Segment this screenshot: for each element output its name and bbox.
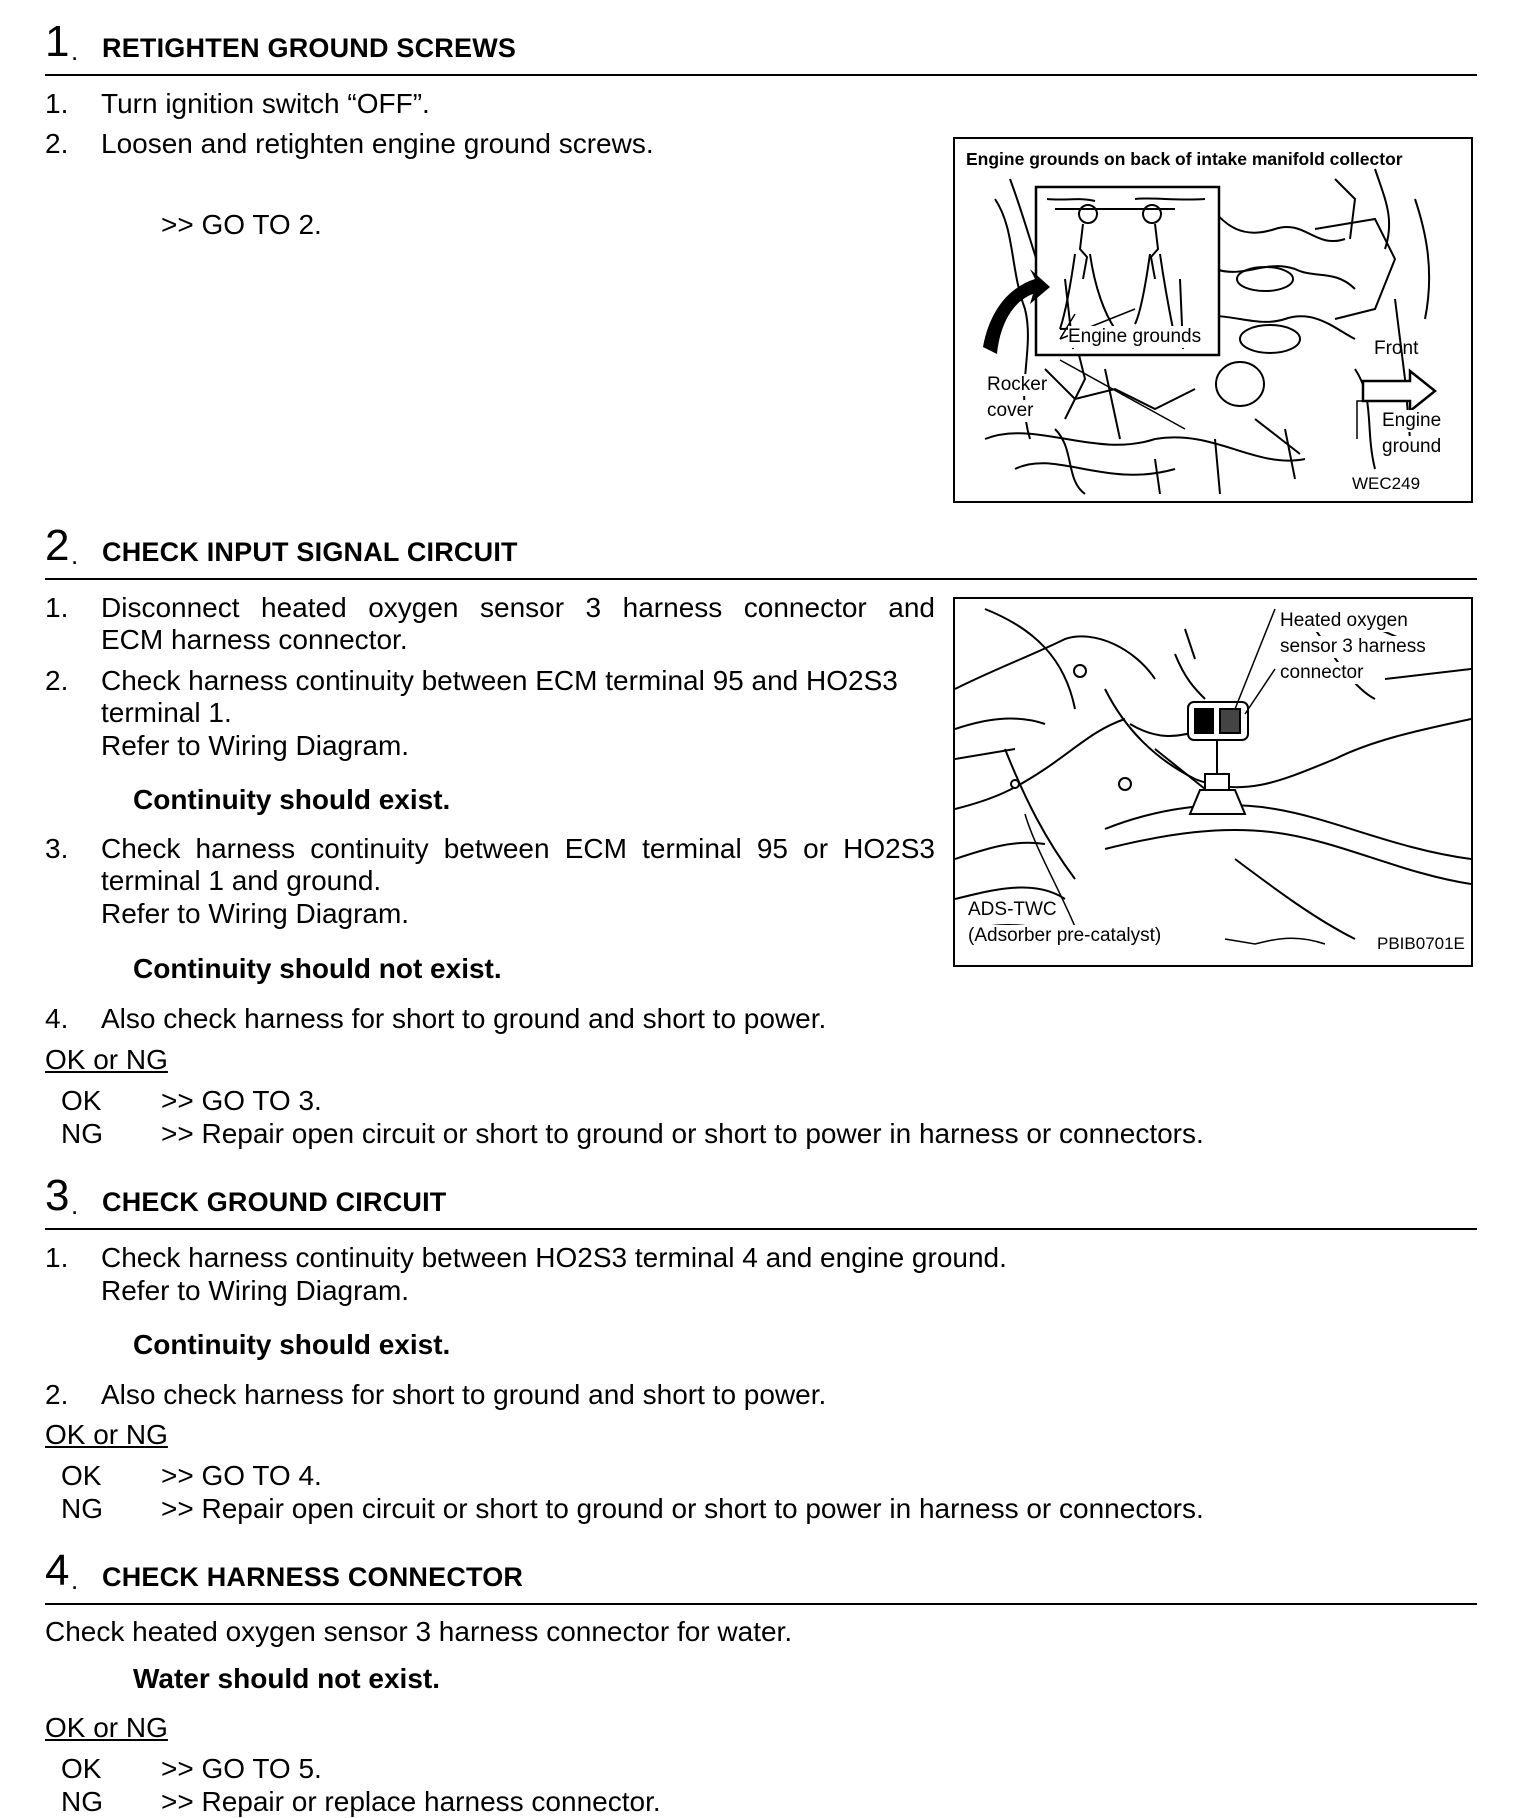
step-number: 1. (45, 88, 69, 119)
ok-or-ng-heading: OK or NG (45, 1712, 168, 1743)
section-dot: . (71, 36, 79, 66)
label-engine-grounds: Engine grounds (1068, 326, 1202, 347)
label-ground: ground (1382, 436, 1442, 457)
section-number: 3 (45, 1171, 70, 1220)
spec-text: Continuity should not exist. (133, 953, 502, 984)
section-number: 1 (45, 17, 70, 66)
step-text: terminal 1 and ground. (101, 865, 382, 896)
section-1-header (45, 17, 1477, 76)
section-title: RETIGHTEN GROUND SCREWS (102, 33, 517, 63)
section-dot: . (71, 1565, 79, 1595)
section-number: 4 (45, 1546, 70, 1595)
ok-label: OK (61, 1085, 102, 1116)
section-number: 2 (45, 521, 70, 570)
step-text: Check harness continuity between ECM terminal 95 and HO2S3 (101, 665, 898, 696)
step-text: Turn ignition switch “OFF”. (101, 88, 430, 119)
section-4-header (45, 1546, 1477, 1605)
ok-result: >> GO TO 5. (161, 1753, 322, 1784)
ok-label: OK (61, 1753, 102, 1784)
step-text: Check harness continuity between HO2S3 terminal 4 and engine ground. (101, 1242, 1007, 1273)
section-dot: . (71, 1190, 79, 1220)
ng-result: >> Repair open circuit or short to ground or short to power in harness or connectors. (161, 1493, 1204, 1524)
section-title: CHECK INPUT SIGNAL CIRCUIT (102, 537, 518, 567)
label-cover: cover (987, 400, 1034, 421)
label-rocker: Rocker (987, 374, 1048, 395)
spec-text: Continuity should exist. (133, 1329, 451, 1360)
ng-result: >> Repair open circuit or short to ground or short to power in harness or connectors. (161, 1118, 1204, 1149)
figure-engine-grounds (953, 137, 1473, 503)
step-number: 2. (45, 1379, 69, 1410)
step-text: Check harness continuity between ECM terminal 95 or HO2S3 (101, 833, 935, 864)
ok-or-ng-heading: OK or NG (45, 1419, 168, 1450)
step-number: 4. (45, 1003, 69, 1034)
step-number: 1. (45, 592, 69, 623)
section-dot: . (71, 540, 79, 570)
ok-result: >> GO TO 3. (161, 1085, 322, 1116)
section-title: CHECK HARNESS CONNECTOR (102, 1562, 524, 1592)
step-text: Refer to Wiring Diagram. (101, 730, 410, 761)
step-number: 3. (45, 833, 69, 864)
ng-label: NG (61, 1786, 103, 1817)
go-to-link: >> GO TO 2. (161, 209, 322, 240)
figure-title: Engine grounds on back of intake manifold collector (966, 149, 1403, 169)
step-text: terminal 1. (101, 697, 232, 728)
label-heated-oxygen: Heated oxygen (1280, 610, 1408, 631)
step-text: Refer to Wiring Diagram. (101, 898, 410, 929)
label-sensor-3-harness: sensor 3 harness (1280, 636, 1426, 657)
step-number: 1. (45, 1242, 69, 1273)
ng-label: NG (61, 1118, 103, 1149)
ok-or-ng-heading: OK or NG (45, 1044, 168, 1075)
figure-heated-oxygen-sensor (953, 597, 1473, 967)
step-number: 2. (45, 128, 69, 159)
ok-label: OK (61, 1460, 102, 1491)
step-text: Disconnect heated oxygen sensor 3 harness connector and (101, 592, 935, 623)
ok-result: >> GO TO 4. (161, 1460, 322, 1491)
step-text: Refer to Wiring Diagram. (101, 1275, 410, 1306)
label-front: Front (1374, 338, 1419, 359)
body-text: Check heated oxygen sensor 3 harness connector for water. (45, 1616, 793, 1647)
section-2-header (45, 521, 1477, 580)
section-3-header (45, 1171, 1477, 1230)
figure-code: WEC249 (1352, 474, 1421, 493)
section-title: CHECK GROUND CIRCUIT (102, 1187, 447, 1217)
ng-result: >> Repair or replace harness connector. (161, 1786, 661, 1817)
ng-label: NG (61, 1493, 103, 1524)
step-number: 2. (45, 665, 69, 696)
step-text: Loosen and retighten engine ground screws. (101, 128, 654, 159)
label-engine: Engine (1382, 410, 1442, 431)
label-adsorber: (Adsorber pre-catalyst) (968, 925, 1162, 946)
figure-code: PBIB0701E (1377, 934, 1465, 953)
step-text: ECM harness connector. (101, 624, 408, 655)
label-ads-twc: ADS-TWC (968, 899, 1057, 920)
step-text: Also check harness for short to ground and short to power. (101, 1379, 827, 1410)
step-text: Also check harness for short to ground and short to power. (101, 1003, 827, 1034)
spec-text: Water should not exist. (133, 1663, 440, 1694)
spec-text: Continuity should exist. (133, 784, 451, 815)
label-connector: connector (1280, 662, 1364, 683)
